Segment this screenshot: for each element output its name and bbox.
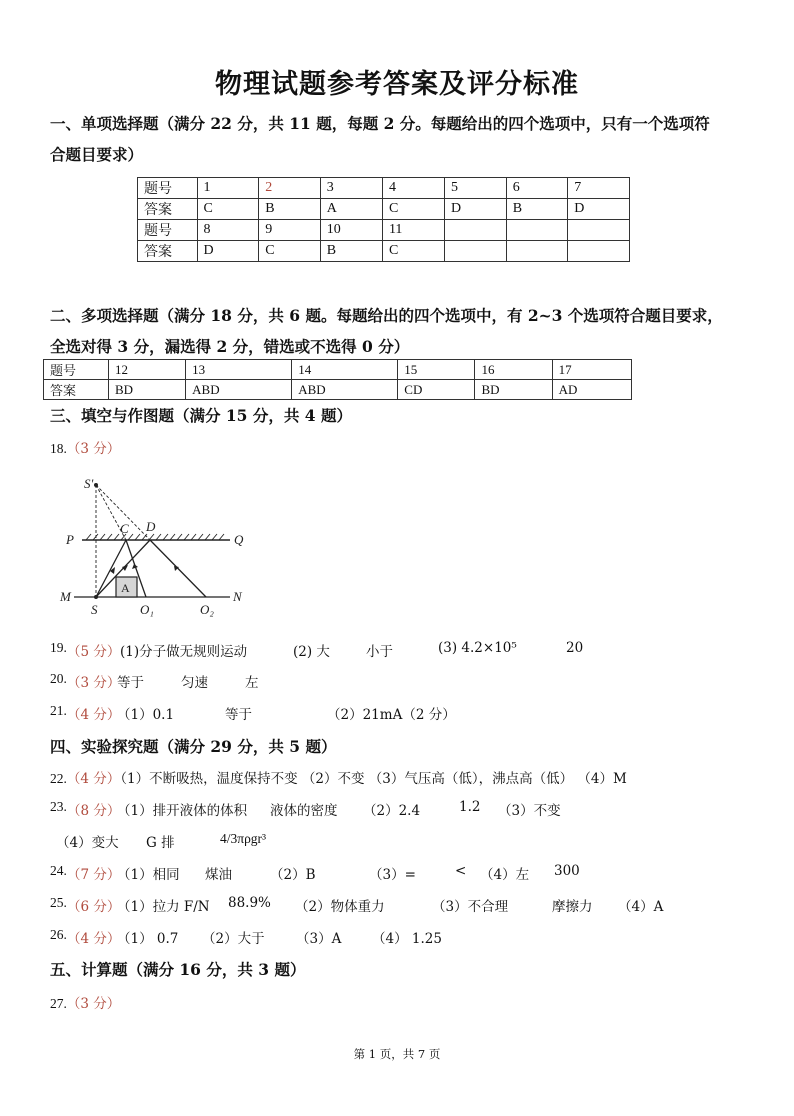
answer-text: G 排 [146,835,175,851]
question-score: （4 分） [67,707,121,723]
question-number: 18. [50,441,67,456]
table-cell: 9 [259,220,321,241]
table-cell: 11 [382,220,444,241]
table-cell: C [382,199,444,220]
question-score: （4 分） [67,931,121,947]
answer-text: （3）不变 [498,803,561,819]
table-cell: 2 [259,178,321,199]
question-score: （8 分） [67,803,121,819]
table-cell: 答案 [44,380,109,400]
table-row [138,199,630,220]
section2-heading-line2: 全选对得 3 分，漏选得 2 分，错选或不选得 0 分） [50,337,410,356]
answer-text: （1） 0.7 [117,931,179,947]
answer-text: （2）物体重力 [295,899,385,915]
question-25 [50,895,750,915]
table-cell: 答案 [138,199,198,220]
table-cell: B [259,199,321,220]
answer-text: (3) 4.2×10⁵ [438,640,517,656]
table-cell: BD [109,380,186,400]
table-cell: A [320,199,382,220]
table-cell: ABD [186,380,292,400]
answer-text: （1）排开液体的体积 [117,803,248,819]
table-cell: C [259,241,321,262]
table-cell: 题号 [44,360,109,380]
answer-text: （4）A [618,899,664,915]
section5-heading: 五、计算题（满分 16 分，共 3 题） [50,960,306,979]
table-cell: 答案 [138,241,198,262]
answer-text: （3）= [369,867,416,883]
table-cell: D [197,241,259,262]
answer-text: （4） 1.25 [372,931,442,947]
table-cell [506,241,568,262]
table-cell: 题号 [138,220,198,241]
question-23 [50,799,750,819]
label-q: Q [234,532,244,547]
table-cell: 12 [109,360,186,380]
table-cell [568,220,630,241]
ray-d-to-o2 [150,540,206,597]
question-18 [50,437,120,457]
point-s-prime [94,483,98,487]
question-number: 26. [50,927,67,942]
table-cell: 题号 [138,178,198,199]
question-number: 21. [50,703,67,718]
label-o2: O₂ [200,602,214,617]
table-cell [568,241,630,262]
answer-text: 88.9% [228,895,271,911]
table-cell: D [445,199,507,220]
section3-heading: 三、填空与作图题（满分 15 分，共 4 题） [50,406,352,425]
answer-text: （2）B [270,867,316,883]
answer-text: 等于 [117,675,144,691]
answer-text: （2）2.4 [363,803,421,819]
question-21 [50,703,750,723]
question-score: （7 分） [67,867,121,883]
question-score: （3 分） [66,996,121,1012]
answer-text: （1）不断吸热，温度保持不变 （2）不变 （3）气压高（低），沸点高（低） （4）M [120,771,627,787]
label-s: S [91,602,98,617]
answer-text: （3）不合理 [432,899,509,915]
table-cell: 10 [320,220,382,241]
answer-text: （1）拉力 F/N [117,899,210,915]
arrow-c-o1 [132,564,138,569]
section4-heading: 四、实验探究题（满分 29 分，共 5 题） [50,737,337,756]
table-row [138,178,630,199]
label-c: C [120,521,129,536]
question-number: 24. [50,863,67,878]
question-22 [50,767,627,787]
answer-text: 20 [566,640,584,656]
question-score: （5 分） [67,644,121,660]
table-cell: 16 [475,360,552,380]
question-number: 25. [50,895,67,910]
section1-heading-line1: 一、单项选择题（满分 22 分，共 11 题，每题 2 分。每题给出的四个选项中，只有一个选项符 [50,114,710,133]
section1-heading-line2: 合题目要求） [50,145,144,164]
answer-text: （4）变大 [56,835,119,851]
answer-text: 摩擦力 [552,899,593,915]
table-cell [445,241,507,262]
table-cell [445,220,507,241]
section2-heading-line1: 二、多项选择题（满分 18 分，共 6 题。每题给出的四个选项中，有 2~3 个选项符合题目要求， [50,306,723,325]
answer-text: 4/3πρgr³ [220,831,267,846]
answer-text: 等于 [225,707,252,723]
label-n: N [233,589,242,604]
answer-text: （3）A [296,931,342,947]
label-p: P [66,532,74,547]
answer-text: 300 [554,863,580,879]
page-footer: 第 1 页，共 7 页 [353,1047,441,1061]
point-s [94,595,98,599]
label-m: M [60,589,71,604]
table-cell: 4 [382,178,444,199]
question-19 [50,640,750,660]
answer-text: （4）左 [480,867,530,883]
label-o1: O₁ [140,602,154,617]
question-20 [50,671,750,691]
table-cell: B [320,241,382,262]
answer-text: 液体的密度 [270,803,338,819]
answer-text: < [455,863,467,879]
question-number: 27. [50,996,67,1011]
table-cell: 13 [186,360,292,380]
question-score: （3 分） [67,675,121,691]
answer-text: (2) 大 [293,644,330,660]
single-choice-answer-table [137,177,630,262]
table-cell: ABD [292,380,398,400]
answer-text: （1）0.1 [117,707,175,723]
label-s-prime: S' [84,476,94,491]
answer-text: （2）21mA（2 分） [327,707,456,723]
table-cell: AD [552,380,631,400]
answer-text: 左 [245,675,259,691]
answer-text: （2）大于 [202,931,265,947]
table-cell [506,220,568,241]
table-row [138,241,630,262]
table-cell: BD [475,380,552,400]
table-cell: 1 [197,178,259,199]
question-26 [50,927,750,947]
question-24 [50,863,750,883]
table-cell: B [506,199,568,220]
table-cell: 15 [398,360,475,380]
answer-text: (1)分子做无规则运动 [120,644,248,660]
answer-text: （1）相同 [117,867,180,883]
table-row [44,380,632,400]
question-score: （4 分） [66,771,121,787]
table-row [138,220,630,241]
question-27 [50,992,120,1012]
question-score: （3 分） [66,441,121,457]
label-a: A [121,581,130,595]
answer-text: 煤油 [205,867,232,883]
table-cell: 17 [552,360,631,380]
question-number: 20. [50,671,67,686]
question-23-continued [50,831,750,851]
multi-choice-answer-table [43,359,632,400]
table-cell: C [382,241,444,262]
label-d: D [146,519,156,534]
answer-text: 小于 [366,644,393,660]
question-score: （6 分） [67,899,121,915]
table-cell: C [197,199,259,220]
answer-text: 1.2 [459,799,481,815]
table-row [44,360,632,380]
table-cell: 7 [568,178,630,199]
table-cell: 3 [320,178,382,199]
table-cell: CD [398,380,475,400]
table-cell: 14 [292,360,398,380]
mirror-hatching [86,534,224,540]
page-title: 物理试题参考答案及评分标准 [215,69,579,100]
table-cell: 8 [197,220,259,241]
table-cell: 6 [506,178,568,199]
question-number: 23. [50,799,67,814]
optics-diagram [58,468,258,618]
question-number: 22. [50,771,67,786]
table-cell: 5 [445,178,507,199]
answer-text: 匀速 [181,675,208,691]
table-cell: D [568,199,630,220]
question-number: 19. [50,640,67,655]
